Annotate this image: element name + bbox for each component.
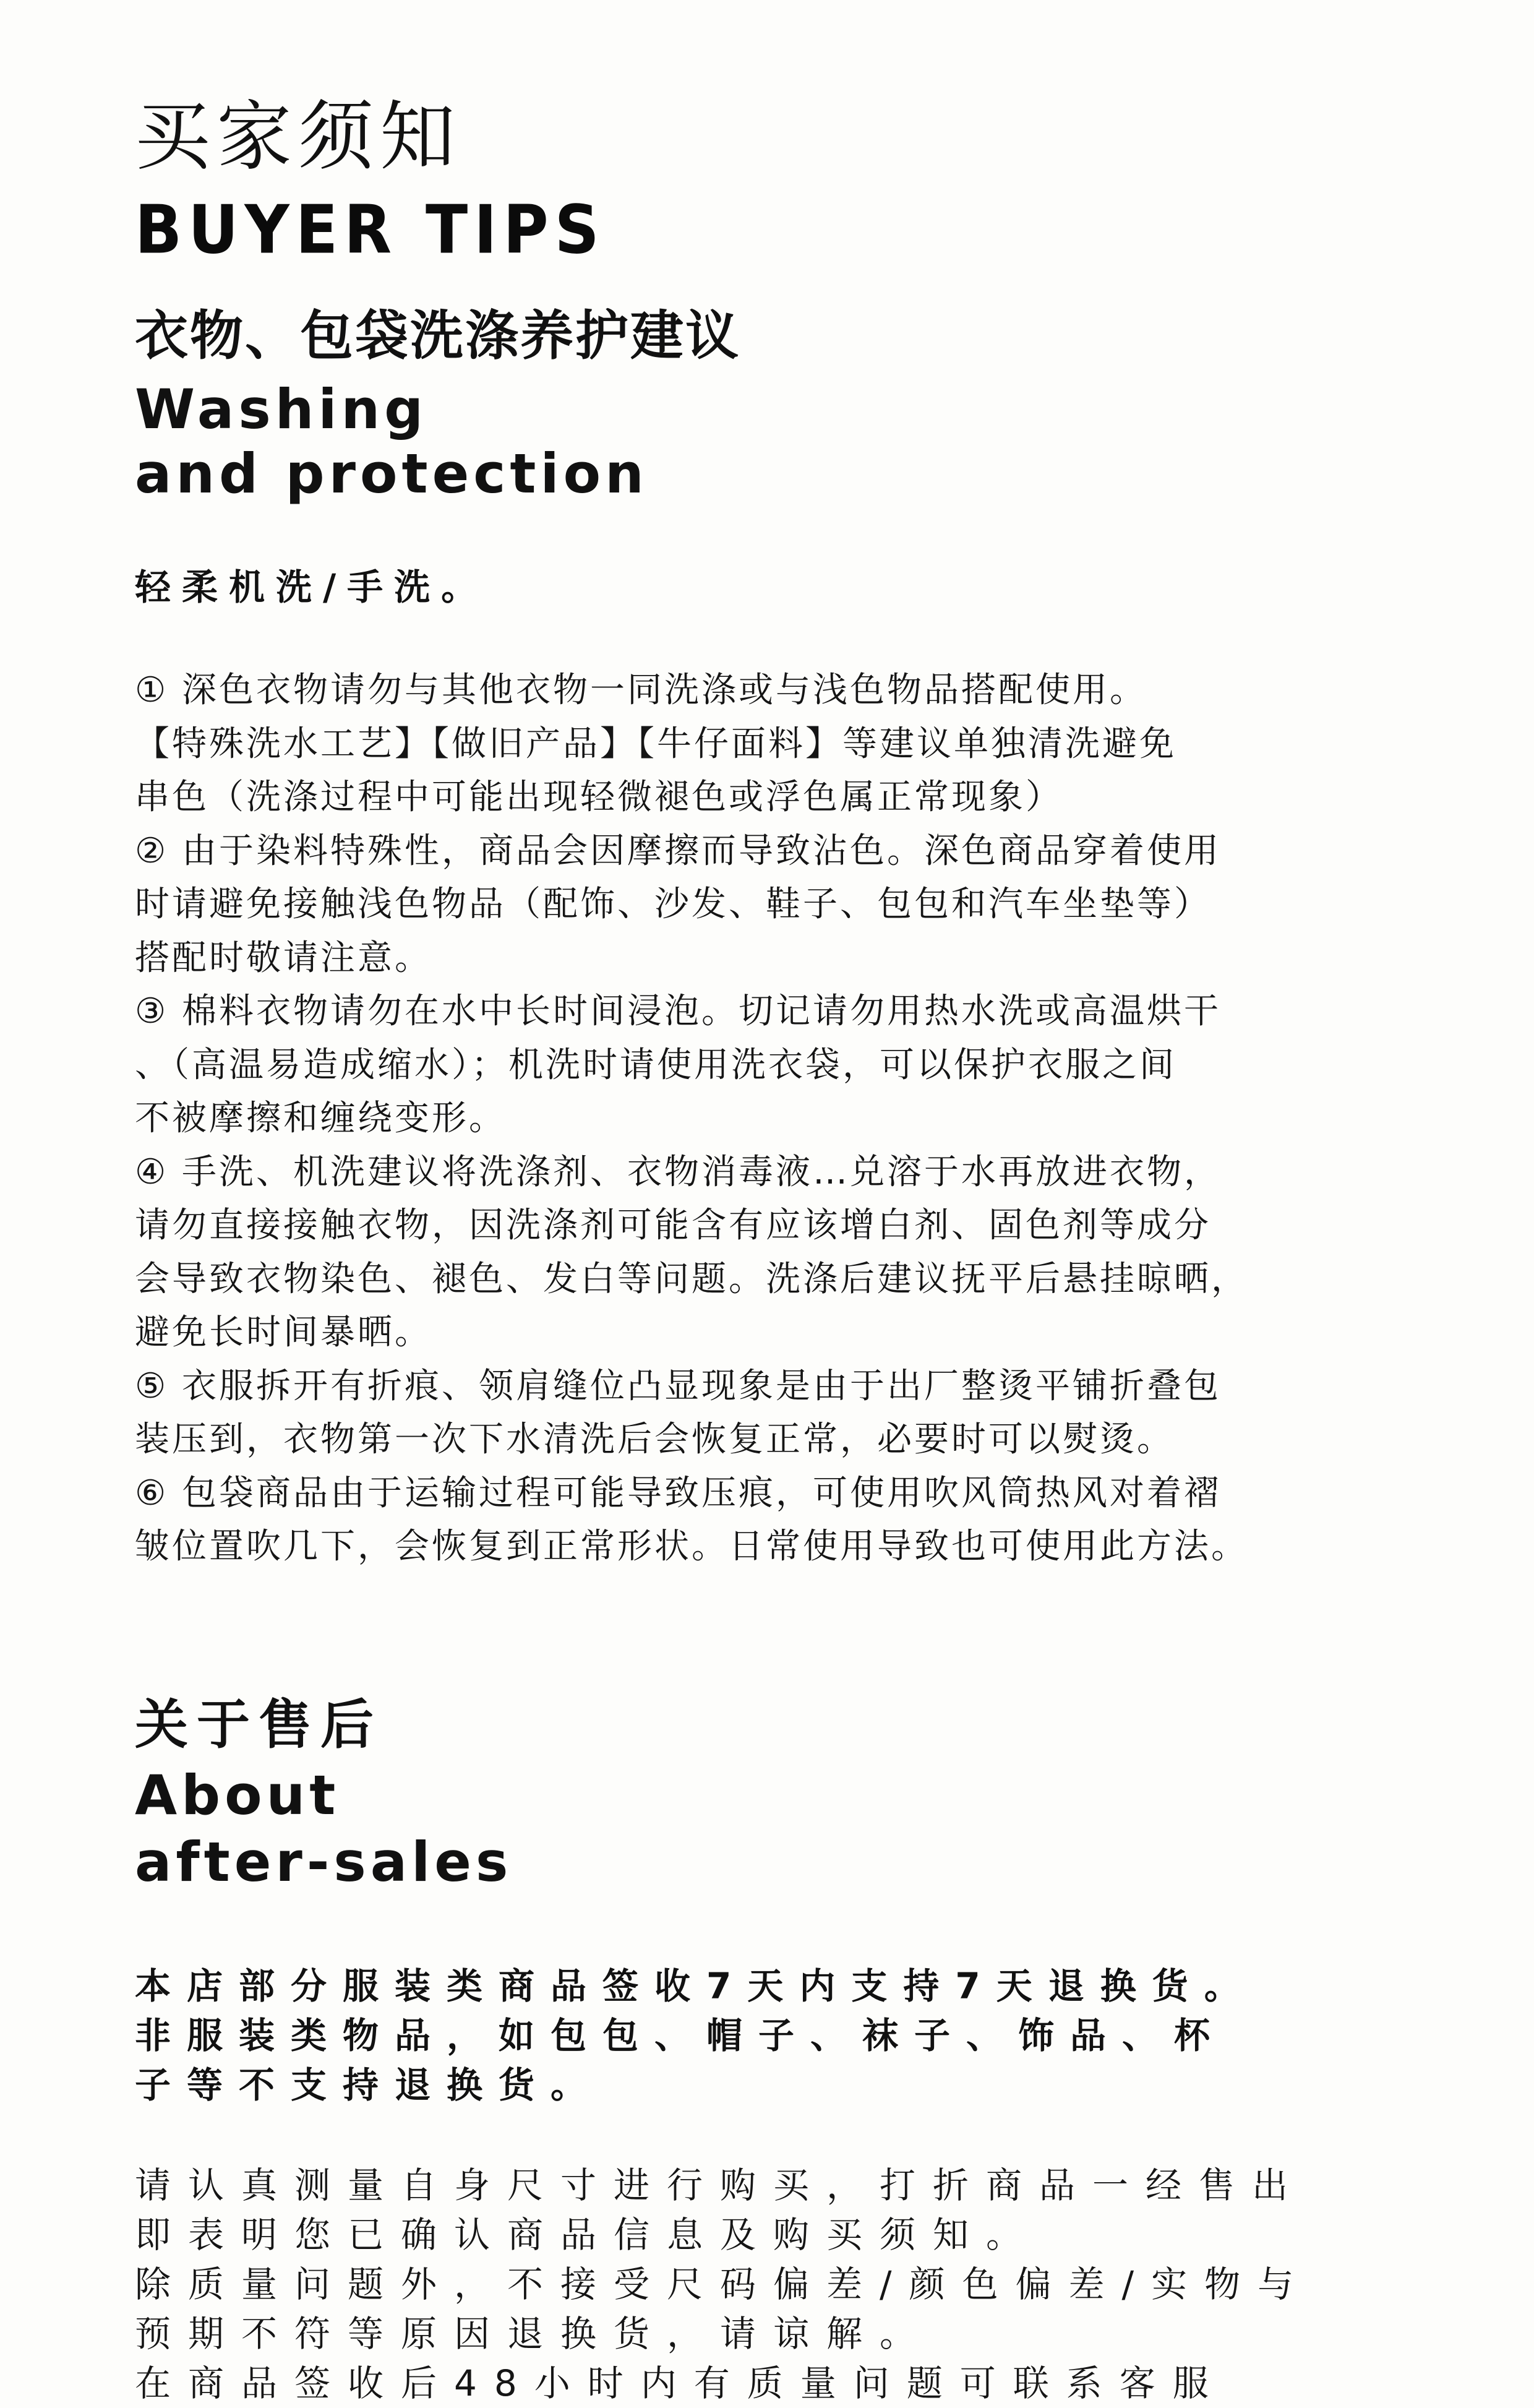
note-line: 请认真测量自身尺寸进行购买，打折商品一经售出	[135, 2164, 1306, 2206]
washing-line: 装压到，衣物第一次下水清洗后会恢复正常，必要时可以熨烫。	[135, 1419, 1174, 1460]
policy-line: 子等不支持退换货。	[135, 2064, 603, 2106]
note-line: 在商品签收后48小时内有质量问题可联系客服	[135, 2362, 1226, 2404]
note-line: 预期不符等原因退换货，请谅解。	[135, 2313, 933, 2355]
washing-line: ③ 棉料衣物请勿在水中长时间浸泡。切记请勿用热水洗或高温烘干	[135, 991, 1222, 1031]
after-sales-notes	[135, 2161, 1311, 2408]
after-sales-title-en-line2: after-sales	[135, 1830, 513, 1894]
washing-line: 请勿直接接触衣物，因洗涤剂可能含有应该增白剂、固色剂等成分	[135, 1205, 1211, 1245]
washing-line: ④ 手洗、机洗建议将洗涤剂、衣物消毒液…兑溶于水再放进衣物，	[135, 1151, 1222, 1192]
after-sales-title-cn: 关于售后	[135, 1694, 382, 1756]
policy-line: 本店部分服装类商品签收7天内支持7天退换货。	[135, 1965, 1256, 2007]
note-line: 即表明您已确认商品信息及购买须知。	[135, 2214, 1040, 2256]
washing-line: 串色（洗涤过程中可能出现轻微褪色或浮色属正常现象）	[135, 777, 1063, 817]
washing-line: 【特殊洗水工艺】【做旧产品】【牛仔面料】等建议单独清洗避免	[135, 723, 1176, 764]
page-title-en: BUYER TIPS	[135, 191, 606, 269]
washing-title-en-line1: Washing	[135, 377, 428, 441]
washing-line: ⑤ 衣服拆开有折痕、领肩缝位凸显现象是由于出厂整烫平铺折叠包	[135, 1365, 1222, 1406]
washing-line: 搭配时敬请注意。	[135, 937, 432, 978]
washing-line: ⑥ 包袋商品由于运输过程可能导致压痕，可使用吹风筒热风对着褶	[135, 1473, 1222, 1513]
washing-title-en-line2: and protection	[135, 442, 648, 505]
washing-line: 皱位置吹几下，会恢复到正常形状。日常使用导致也可使用此方法。	[135, 1526, 1248, 1567]
washing-lead: 轻柔机洗/手洗。	[135, 566, 489, 608]
washing-line: 会导致衣物染色、褪色、发白等问题。洗涤后建议抚平后悬挂晾晒，	[135, 1258, 1248, 1299]
page-title-cn: 买家须知	[135, 93, 461, 181]
washing-line: 避免长时间暴晒。	[135, 1312, 432, 1352]
washing-line: ② 由于染料特殊性，商品会因摩擦而导致沾色。深色商品穿着使用	[135, 830, 1222, 871]
washing-line: 不被摩擦和缠绕变形。	[135, 1098, 506, 1138]
washing-line: 时请避免接触浅色物品（配饰、沙发、鞋子、包包和汽车坐垫等）	[135, 884, 1211, 924]
washing-title-cn: 衣物、包袋洗涤养护建议	[135, 305, 740, 367]
washing-line: 、（高温易造成缩水）；机洗时请使用洗衣袋，可以保护衣服之间	[135, 1044, 1176, 1085]
policy-line: 非服装类物品，如包包、帽子、袜子、饰品、杯	[135, 2015, 1227, 2057]
after-sales-policy	[135, 1961, 1256, 2110]
after-sales-title-en-line1: About	[135, 1763, 340, 1827]
washing-instructions	[135, 664, 1421, 1574]
note-line: 除质量问题外，不接受尺码偏差/颜色偏差/实物与	[135, 2263, 1311, 2305]
washing-line: ① 深色衣物请勿与其他衣物一同洗涤或与浅色物品搭配使用。	[135, 670, 1147, 710]
